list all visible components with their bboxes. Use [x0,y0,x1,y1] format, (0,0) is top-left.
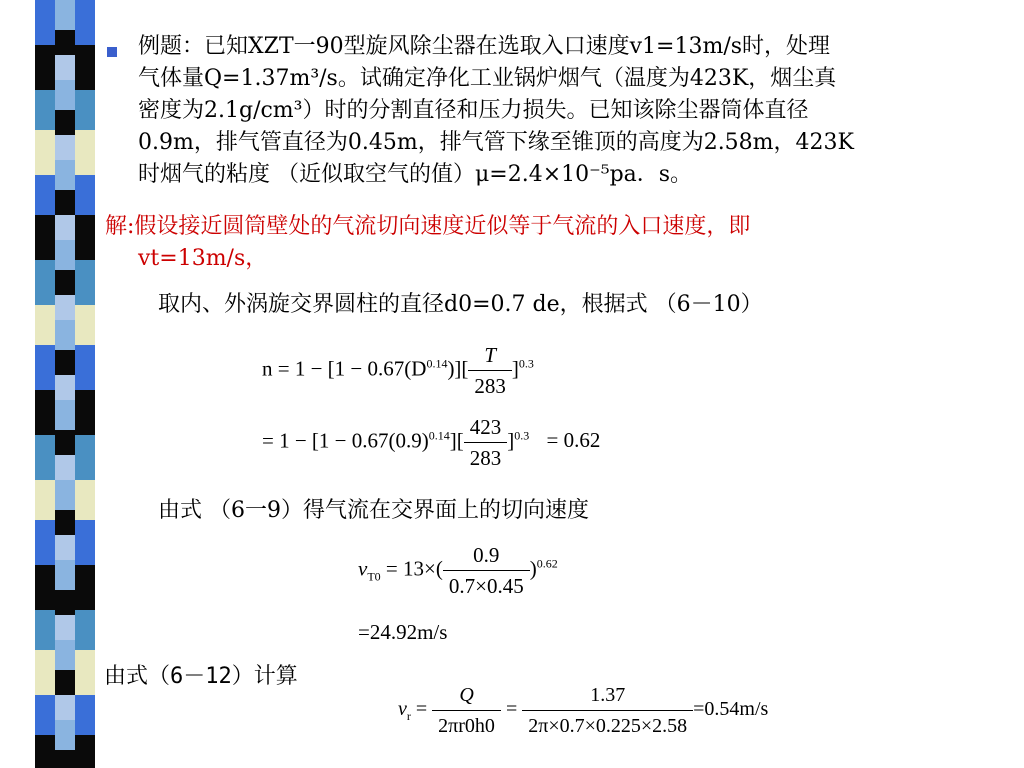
eq1a-num: T [468,340,512,371]
eq2-result: =24.92m/s [358,620,448,644]
equation-3 [398,680,768,741]
eq1b-exp2: 0.3 [514,428,530,443]
equation-1a [262,340,534,401]
decorative-strip [35,0,95,768]
eq1a-close: ] [511,356,519,381]
eq1b-lhs: = 1 − [1 − 0.67(0.9) [262,428,429,453]
eq1b-den: 283 [469,446,502,470]
eq3-den2: 2π×0.7×0.225×2.58 [528,715,688,737]
eq1a-lhs: n = 1 − [1 − 0.67(D [262,356,427,381]
eq3-fraction-2 [522,680,693,741]
eq3-num2: 1.37 [522,680,693,711]
eq3-eq1: = [415,698,428,721]
eq2-num: 0.9 [443,540,530,571]
problem-line-2: 气体量Q=1.37m³/s。试确定净化工业锅炉烟气（温度为423K，烟尘真 [138,66,837,91]
solution-line-2: vt=13m/s， [138,246,268,271]
eq3-eq2: = [505,698,518,721]
eq1b-mid: ][ [449,428,464,453]
eq1b-fraction [464,412,508,473]
equation-2 [358,540,558,601]
eq3-fraction-1 [432,680,501,741]
eq3-lhs: v [398,698,407,721]
bullet-icon [107,47,117,57]
eq2-close: ) [529,556,537,581]
eq1b-result: = 0.62 [546,428,601,453]
step2-text: 由式 （6一9）得气流在交界面上的切向速度 [158,498,589,523]
problem-line-3: 密度为2.1g/cm³）时的分割直径和压力损失。已知该除尘器筒体直径 [138,98,809,123]
eq2-den: 0.7×0.45 [448,574,524,598]
step1-text: 取内、外涡旋交界圆柱的直径d0=0.7 de，根据式 （6－10） [158,292,763,317]
eq1b-num: 423 [464,412,508,443]
problem-line-4: 0.9m，排气管直径为0.45m，排气管下缘至锥顶的高度为2.58m，423K [138,130,854,155]
eq3-num1: Q [432,680,501,711]
eq3-den1: 2πr0h0 [438,715,495,737]
eq2-eq: = 13×( [385,556,443,581]
problem-line-1: 例题：已知XZT一90型旋风除尘器在选取入口速度v1=13m/s时，处理 [138,34,831,59]
eq2-fraction [443,540,530,601]
eq1a-mid: )][ [447,356,469,381]
eq2-sub: T0 [367,569,381,584]
step3-text: 由式（6－12）计算 [104,664,298,689]
eq1a-fraction [468,340,512,401]
eq3-result: =0.54m/s [693,698,769,721]
eq3-sub: r [406,709,411,724]
eq1b-exp: 0.14 [428,428,450,443]
eq1a-den: 283 [474,374,506,398]
eq1b-close: ] [507,428,515,453]
eq2-exp: 0.62 [536,556,558,571]
eq1a-exp2: 0.3 [518,356,534,371]
eq1a-exp: 0.14 [426,356,448,371]
solution-line-1: 解:假设接近圆筒壁处的气流切向速度近似等于气流的入口速度，即 [105,214,751,239]
problem-line-5: 时烟气的粘度 （近似取空气的值）μ=2.4×10⁻⁵pa．s。 [138,162,693,187]
equation-1b [262,412,600,473]
eq2-lhs: v [358,556,368,581]
